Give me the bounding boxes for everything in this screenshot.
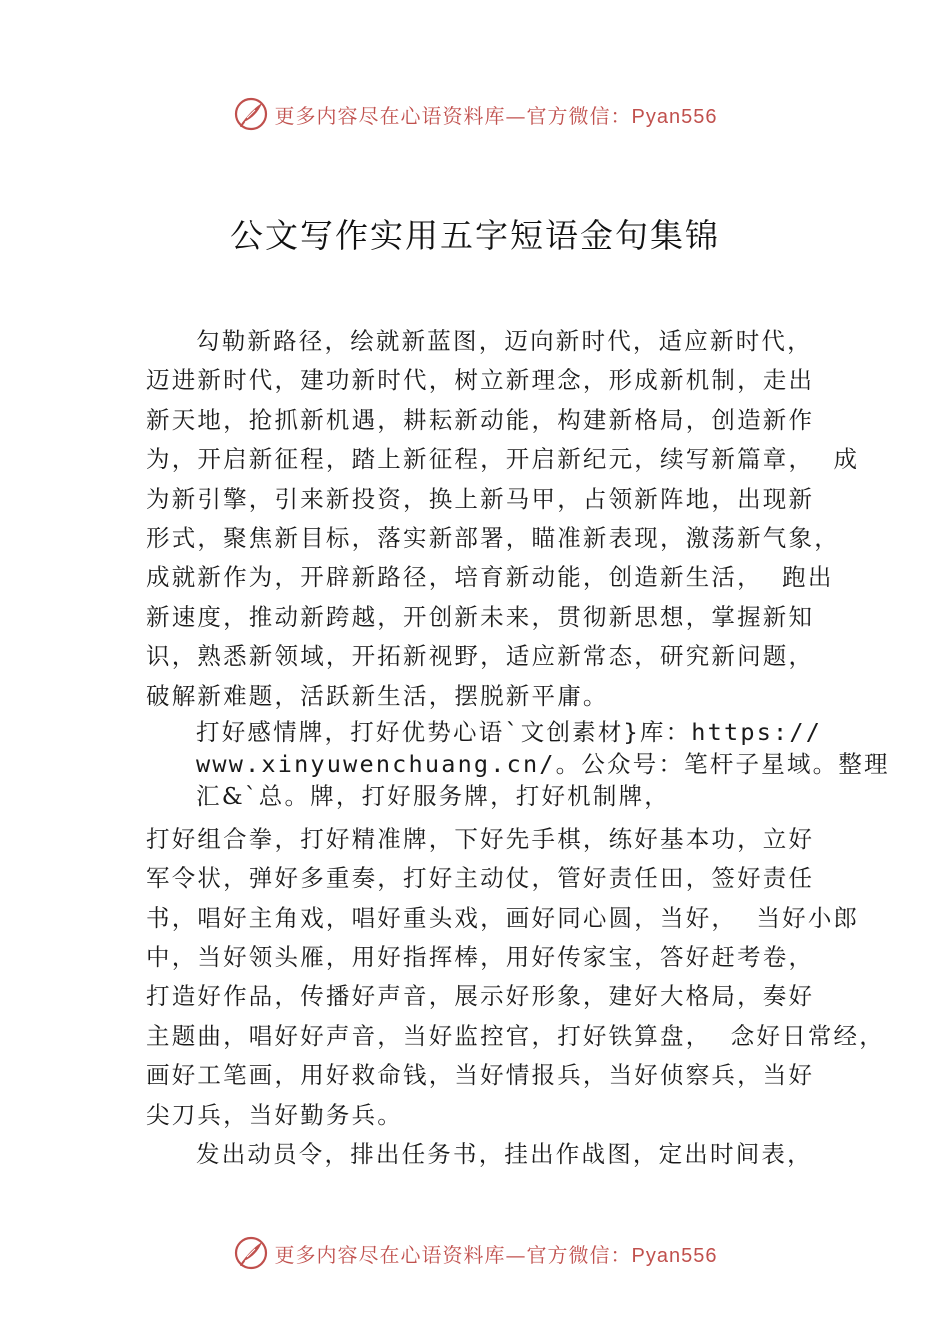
text-line: 为，开启新征程，踏上新征程，开启新纪元，续写新篇章， 成 bbox=[146, 445, 860, 474]
text-line: 迈进新时代，建功新时代，树立新理念，形成新机制，走出 bbox=[146, 366, 815, 395]
text-line: 发出动员令，排出任务书，挂出作战图，定出时间表， bbox=[196, 1140, 813, 1169]
wechat-id: Pyan556 bbox=[631, 105, 718, 128]
banner-text bbox=[275, 100, 718, 129]
text-line: 打好组合拳，打好精准牌，下好先手棋，练好基本功，立好 bbox=[146, 824, 815, 853]
page-title: 公文写作实用五字短语金句集锦 bbox=[230, 216, 720, 255]
text-line: 成就新作为，开辟新路径，培育新动能，创造新生活， 跑出 bbox=[146, 563, 834, 592]
paragraph-gap bbox=[146, 812, 832, 820]
text-line: 新速度，推动新跨越，开创新未来，贯彻新思想，掌握新知 bbox=[146, 602, 815, 631]
text-line: 打好感情牌，打好优势心语`文创素材}库：https:// bbox=[196, 717, 823, 746]
text-line: www.xinyuwenchuang.cn/。公众号：笔杆子星域。整理 bbox=[196, 749, 890, 778]
text-line: 汇&`总。牌，打好服务牌，打好机制牌， bbox=[196, 781, 670, 810]
banner-label: 更多内容尽在心语资料库—官方微信： bbox=[274, 1242, 632, 1267]
wechat-id: Pyan556 bbox=[631, 1244, 718, 1267]
text-line: 形式，聚焦新目标，落实新部署，瞄准新表现，激荡新气象， bbox=[146, 523, 840, 552]
banner-text bbox=[275, 1239, 718, 1268]
document-body bbox=[146, 322, 890, 1174]
text-line: 主题曲，唱好好声音，当好监控官，打好铁算盘， 念好日常经， bbox=[146, 1021, 885, 1050]
text-line: 画好工笔画，用好救命钱，当好情报兵，当好侦察兵，当好 bbox=[146, 1061, 815, 1090]
footer-banner bbox=[0, 1231, 950, 1275]
text-line: 尖刀兵，当好勤务兵。 bbox=[146, 1100, 403, 1129]
text-line: 军令状，弹好多重奏，打好主动仗，管好责任田，签好责任 bbox=[146, 864, 815, 893]
text-line: 打造好作品，传播好声音，展示好形象，建好大格局，奏好 bbox=[146, 982, 815, 1011]
quill-logo-icon bbox=[233, 1235, 269, 1271]
text-line: 书，唱好主角戏，唱好重头戏，画好同心圆，当好， 当好小郎 bbox=[146, 903, 860, 932]
quill-logo-icon bbox=[233, 96, 269, 132]
banner-label: 更多内容尽在心语资料库—官方微信： bbox=[274, 103, 632, 128]
text-line: 破解新难题，活跃新生活，摆脱新平庸。 bbox=[146, 681, 609, 710]
text-line: 新天地，抢抓新机遇，耕耘新动能，构建新格局，创造新作 bbox=[146, 405, 815, 434]
text-line: 为新引擎，引来新投资，换上新马甲，占领新阵地，出现新 bbox=[146, 484, 815, 513]
text-line: 勾勒新路径，绘就新蓝图，迈向新时代，适应新时代， bbox=[196, 327, 813, 355]
header-banner bbox=[0, 92, 950, 136]
text-line: 中，当好领头雁，用好指挥棒，用好传家宝，答好赶考卷， bbox=[146, 943, 815, 972]
text-line: 识，熟悉新领域，开拓新视野，适应新常态，研究新问题， bbox=[146, 642, 815, 671]
